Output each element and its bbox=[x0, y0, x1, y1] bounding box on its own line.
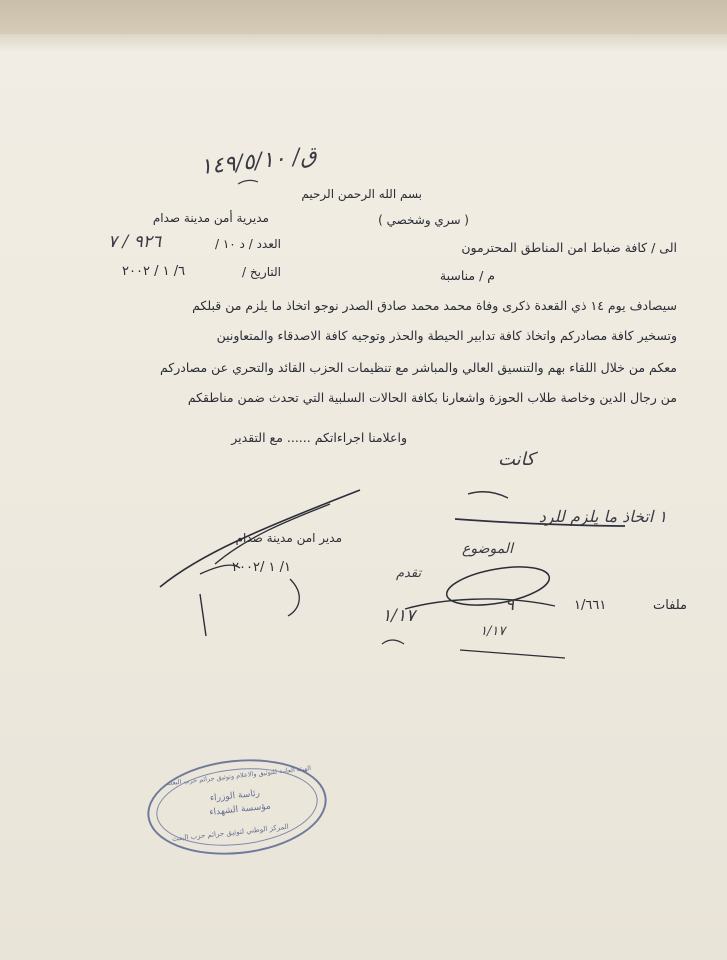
note-name: تقدم bbox=[396, 566, 422, 581]
date-label: التاريخ / bbox=[241, 265, 281, 279]
addressee: الى / كافة ضباط امن المناطق المحترمون bbox=[461, 240, 677, 255]
subject: م / مناسبة bbox=[439, 268, 495, 283]
note-date-a: ١/١٧ bbox=[382, 606, 416, 626]
file-label: ملفات bbox=[652, 598, 687, 613]
note-action: ١ اتخاذ ما يلزم للرد bbox=[538, 507, 667, 526]
body-line-5: واعلامنا اجراءاتكم ...... مع التقدير bbox=[231, 430, 407, 445]
stamp-outer-text: الهيئة العامة للتوثيق والاعلام وتوثيق جرائم حزب البعث bbox=[165, 764, 312, 788]
reference-number: ٩٢٦ / ٧ bbox=[108, 232, 162, 252]
note-number: ٩ bbox=[505, 595, 515, 615]
reference-label: العدد / د ١٠ / bbox=[214, 237, 281, 251]
body-line-2: وتسخير كافة مصادركم واتخاذ كافة تدابير الحيطة والحذر وتوجيه كافة الاصدقاء والمتعاونين bbox=[216, 328, 677, 343]
document-page bbox=[0, 34, 727, 960]
issuing-directorate: مديرية أمن مدينة صدام bbox=[152, 211, 269, 225]
body-line-4: من رجال الدين وخاصة طلاب الحوزة واشعارنا بكافة الحالات السلبية التي تحدث ضمن مناطقكم bbox=[187, 390, 677, 405]
stamp-line-2: مؤسسة الشهداء bbox=[208, 801, 272, 818]
signatory-title: مدير امن مدينة صدام bbox=[235, 531, 342, 545]
stamp-line-1: رئاسة الوزراء bbox=[209, 788, 261, 804]
date-value: ٦/ ١ / ٢٠٠٢ bbox=[122, 264, 186, 279]
note-kanat: كانت bbox=[498, 449, 535, 470]
body-line-3: معكم من خلال اللقاء بهم والتنسيق العالي والمباشر مع تنظيمات الحزب القائد والتحري عن مصادركم bbox=[159, 360, 677, 375]
note-date-b: ١/١٧ bbox=[480, 624, 506, 639]
stamp-bottom-text: المركز الوطني لتوثيق جرائم حزب البعث bbox=[171, 822, 290, 843]
basmala: بسم الله الرحمن الرحيم bbox=[301, 187, 422, 201]
handwritten-reference: ق/ ١٤٩/٥/١٠ bbox=[198, 142, 319, 181]
signature-date: ١/ ١ /٢٠٠٢ bbox=[232, 560, 291, 575]
handwriting-strokes bbox=[0, 34, 727, 960]
file-value: ١/٦٦١ bbox=[574, 598, 607, 613]
body-line-1: سيصادف يوم ١٤ ذي القعدة ذكرى وفاة محمد محمد صادق الصدر نوجو اتخاذ ما يلزم من قبلكم bbox=[192, 298, 677, 313]
classification: ( سري وشخصي ) bbox=[378, 213, 469, 227]
scanned-edge bbox=[0, 0, 727, 36]
note-circled-word: الموضوع bbox=[462, 541, 513, 557]
